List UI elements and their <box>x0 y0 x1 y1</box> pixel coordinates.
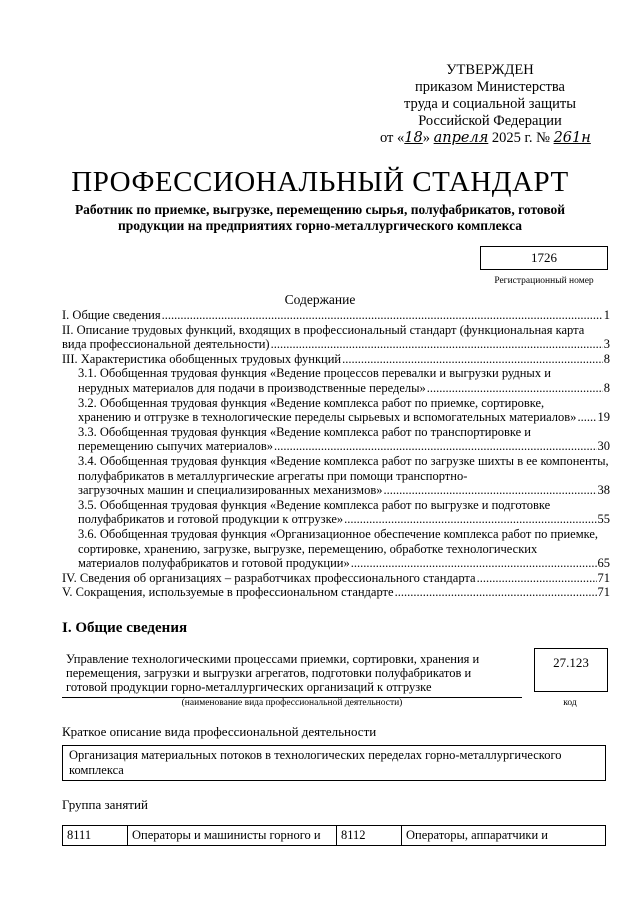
toc-entry-title: I. Общие сведения <box>62 308 161 322</box>
activity-code: 27.123 <box>534 648 608 692</box>
approval-line: приказом Министерства <box>415 79 565 95</box>
toc-entry-title: V. Сокращения, используемые в профессиональном стандарте <box>62 585 394 600</box>
toc-entry-text: II. Описание трудовых функций, входящих в профессиональный стандарт (функциональная карта <box>62 322 585 337</box>
group-label: Группа занятий <box>62 797 148 812</box>
brief-label: Краткое описание вида профессиональной деятельности <box>62 724 377 739</box>
toc-entry <box>62 323 610 352</box>
toc-entry-line <box>62 308 610 323</box>
toc-entry-title: III. Характеристика обобщенных трудовых функций <box>62 351 342 366</box>
order-mid: » <box>422 130 430 146</box>
toc-page-number: 71 <box>597 570 610 585</box>
toc-entry <box>78 425 610 454</box>
registration-label: Регистрационный номер <box>494 276 594 286</box>
approval-line: труда и социальной защиты <box>404 96 576 112</box>
activity-caption: (наименование вида профессиональной деятельности) <box>181 698 403 708</box>
document-subtitle: Работник по приемке, выгрузке, перемещению сырья, полуфабрикатов, готовой продукции на предприятиях горно-металлургического комплекса <box>74 202 566 233</box>
group-name: Операторы, аппаратчики и <box>402 826 606 846</box>
toc-page-number: 38 <box>597 483 610 498</box>
toc-entry <box>78 498 610 527</box>
toc-entry-title: IV. Сведения об организациях – разработчиках профессионального стандарта <box>62 570 476 585</box>
toc-leader-dots <box>427 381 603 396</box>
toc-entry-line <box>62 571 610 586</box>
toc-leader-dots <box>344 512 596 527</box>
toc-entry-text: 3.3. Обобщенная трудовая функция «Ведение комплекса работ по транспортировке и <box>78 424 531 439</box>
toc-page-number: 55 <box>597 512 610 527</box>
toc-entry <box>62 585 610 600</box>
toc-entry-title: материалов полуфабрикатов и готовой продукции» <box>78 556 350 571</box>
toc-page-number: 3 <box>603 337 610 352</box>
toc-entry-text: 3.5. Обобщенная трудовая функция «Ведение комплекса работ по выгрузке и подготовке <box>78 497 551 512</box>
toc-entry <box>62 352 610 367</box>
toc-entry <box>62 571 610 586</box>
toc-entry-line <box>62 337 610 352</box>
toc-entry-line <box>78 483 610 498</box>
toc-page-number: 71 <box>597 585 610 600</box>
order-prefix: от « <box>380 130 405 146</box>
toc-entry <box>78 527 610 571</box>
order-year: 2025 г. № <box>491 130 550 146</box>
toc-entry <box>62 308 610 323</box>
activity-name: Управление технологическими процессами приемки, сортировки, хранения и перемещения, загрузки и выгрузки агрегатов, подготовки полуфабрикатов и готовой продукции горно-металлургических организаций к отгрузке <box>66 652 480 694</box>
toc-entry-line <box>62 352 610 367</box>
table-of-contents <box>62 308 610 600</box>
group-code: 8111 <box>63 826 128 846</box>
toc-entry-text: 3.1. Обобщенная трудовая функция «Ведение процессов перевалки и выгрузки рудных и <box>78 366 551 381</box>
toc-entry-text: 3.4. Обобщенная трудовая функция «Ведение комплекса работ по загрузке шихты в ее компоненты, полуфабрикатов в металлургические агрегаты при помощи транспортно- <box>78 453 609 483</box>
toc-entry-line <box>78 512 610 527</box>
toc-leader-dots <box>351 556 597 571</box>
approval-line: УТВЕРЖДЕН <box>446 62 534 78</box>
table-row <box>63 826 606 846</box>
toc-entry-text: 3.2. Обобщенная трудовая функция «Ведение комплекса работ по приемке, сортировке, <box>78 395 545 410</box>
toc-entry-text: 3.6. Обобщенная трудовая функция «Организационное обеспечение комплекса работ по приемке, сортировке, хранению, загрузке, выгрузке, перемещению, обработке технологических <box>78 526 599 556</box>
toc-leader-dots <box>395 585 597 600</box>
group-name: Операторы и машинисты горного и <box>128 826 337 846</box>
toc-page-number: 8 <box>603 380 610 395</box>
toc-leader-dots <box>162 308 603 323</box>
toc-leader-dots <box>274 439 596 454</box>
order-number: 261н <box>553 130 591 146</box>
toc-page-number: 65 <box>597 556 610 571</box>
brief-description: Организация материальных потоков в технологических переделах горно-металлургического комплекса <box>62 745 606 781</box>
toc-leader-dots <box>271 337 603 352</box>
toc-page-number: 1 <box>603 308 610 322</box>
toc-leader-dots <box>477 571 597 586</box>
toc-entry-title: полуфабрикатов и готовой продукции к отгрузке» <box>78 512 344 527</box>
order-line <box>380 130 591 147</box>
toc-entry-title: вида профессиональной деятельности) <box>62 337 270 352</box>
document-title: ПРОФЕССИОНАЛЬНЫЙ СТАНДАРТ <box>71 166 569 198</box>
toc-leader-dots <box>342 352 603 367</box>
toc-entry <box>78 454 610 498</box>
toc-entry <box>78 396 610 425</box>
toc-entry-line <box>78 381 610 396</box>
toc-entry-line <box>78 439 610 454</box>
order-month: апреля <box>433 130 489 146</box>
toc-entry-line <box>78 410 610 425</box>
toc-entry-title: нерудных материалов для подачи в производственные переделы» <box>78 380 426 395</box>
occupation-groups-table <box>62 825 606 846</box>
approval-line: Российской Федерации <box>418 113 562 129</box>
toc-page-number: 30 <box>597 439 610 454</box>
code-caption: код <box>563 698 577 708</box>
toc-entry <box>78 366 610 395</box>
toc-heading: Содержание <box>284 292 356 307</box>
toc-entry-title: хранению и отгрузке в технологические переделы сырьевых и вспомогательных материалов» <box>78 410 577 425</box>
approval-block <box>380 62 600 130</box>
group-code: 8112 <box>337 826 402 846</box>
toc-leader-dots <box>384 483 597 498</box>
toc-page-number: 19 <box>597 410 610 425</box>
toc-entry-title: загрузочных машин и специализированных механизмов» <box>78 483 383 498</box>
toc-entry-title: перемещению сыпучих материалов» <box>78 439 274 454</box>
order-day: 18 <box>404 130 423 146</box>
toc-leader-dots <box>577 410 596 425</box>
registration-number: 1726 <box>480 246 608 270</box>
toc-entry-line <box>62 585 610 600</box>
toc-page-number: 8 <box>603 351 610 366</box>
toc-entry-line <box>78 556 610 571</box>
section-heading: I. Общие сведения <box>62 620 188 636</box>
